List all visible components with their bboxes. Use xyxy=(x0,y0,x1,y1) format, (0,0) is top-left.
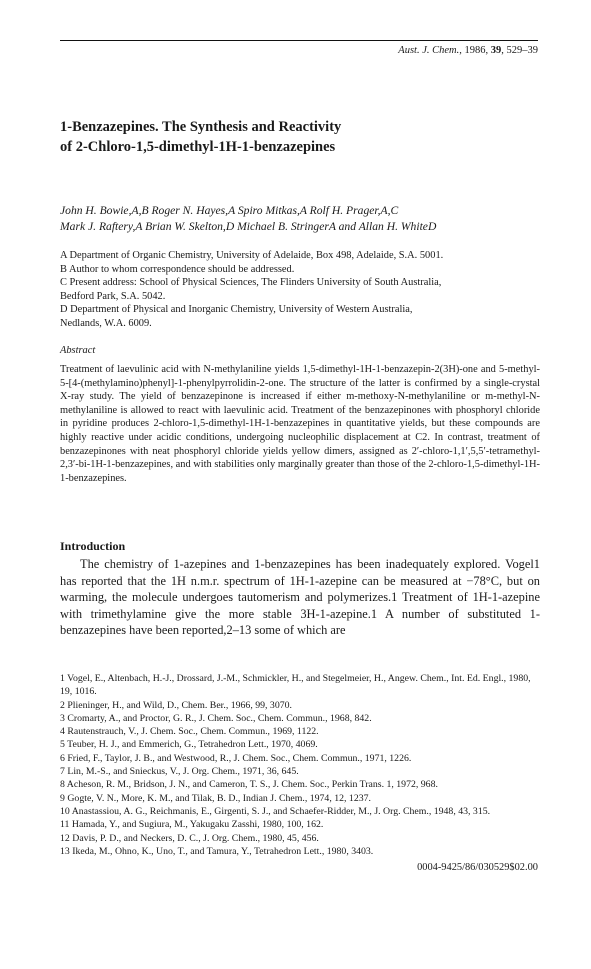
abstract-heading: Abstract xyxy=(60,345,96,356)
journal-name: Aust. J. Chem. xyxy=(398,45,460,56)
author-list xyxy=(60,203,538,235)
affiliation-line: Bedford Park, S.A. 5042. xyxy=(60,290,166,302)
journal-header: Aust. J. Chem., 1986, 39, 529–39 xyxy=(398,45,538,56)
reference-item: 9 Gogte, V. N., More, K. M., and Tilak, B. D., Indian J. Chem., 1974, 12, 1237. xyxy=(60,792,371,804)
reference-item: 5 Teuber, H. J., and Emmerich, G., Tetrahedron Lett., 1970, 4069. xyxy=(60,739,318,751)
introduction-text: The chemistry of 1-azepines and 1-benzazepines has been inadequately explored. Vogel1 has reported that the 1H n.m.r. spectrum of 1H-1-azepine can be measured at −78°C, but on warming, the molecule undergoes tautomerism and polymerizes.1 Treatment of 1H-1-azepine with trimethylamine give the more stable 3H-1-azepine.1 A number of substituted 1-benzazepines have been reported,2–13 some of which are xyxy=(60,557,540,638)
reference-item: 6 Fried, F., Taylor, J. B., and Westwood, R., J. Chem. Soc., Chem. Commun., 1971, 1226. xyxy=(60,752,412,764)
reference-item: 3 Cromarty, A., and Proctor, G. R., J. Chem. Soc., Chem. Commun., 1968, 842. xyxy=(60,712,372,724)
reference-item: 13 Ikeda, M., Ohno, K., Uno, T., and Tamura, Y., Tetrahedron Lett., 1980, 3403. xyxy=(60,845,374,857)
reference-item: 8 Acheson, R. M., Bridson, J. N., and Cameron, T. S., J. Chem. Soc., Perkin Trans. 1, 1972, 968. xyxy=(60,779,438,791)
authors-line-1: John H. Bowie,A,B Roger N. Hayes,A Spiro Mitkas,A Rolf H. Prager,A,C xyxy=(60,204,399,217)
footer-code: 0004-9425/86/030529$02.00 xyxy=(417,862,538,873)
reference-item: 12 Davis, P. D., and Neckers, D. C., J. Org. Chem., 1980, 45, 456. xyxy=(60,832,319,844)
affiliation-line: Nedlands, W.A. 6009. xyxy=(60,317,152,329)
journal-volume: 39 xyxy=(490,45,502,56)
reference-item: 2 Plieninger, H., and Wild, D., Chem. Ber., 1966, 99, 3070. xyxy=(60,699,292,711)
reference-item: 1 Vogel, E., Altenbach, H.-J., Drossard, J.-M., Schmickler, H., and Stegelmeier, H., Angew. Chem., Int. Ed. Engl., 1980, 19, 1016. xyxy=(60,673,531,698)
journal-pages: 529–39 xyxy=(506,45,538,56)
reference-item: 4 Rautenstrauch, V., J. Chem. Soc., Chem. Commun., 1969, 1122. xyxy=(60,726,319,738)
authors-line-2: Mark J. Raftery,A Brian W. Skelton,D Michael B. StringerA and Allan H. WhiteD xyxy=(60,220,437,233)
references xyxy=(60,672,540,858)
paper-title xyxy=(60,117,538,157)
abstract-body xyxy=(60,363,540,485)
affiliation-line: B Author to whom correspondence should be addressed. xyxy=(60,263,295,275)
introduction-body xyxy=(60,556,540,639)
title-line-2: of 2-Chloro-1,5-dimethyl-1H-1-benzazepines xyxy=(60,139,336,155)
reference-item: 10 Anastassiou, A. G., Reichmanis, E., Girgenti, S. J., and Schaefer-Ridder, M., J. Org. Chem., 1948, 43, 315. xyxy=(60,805,491,817)
reference-item: 7 Lin, M.-S., and Snieckus, V., J. Org. Chem., 1971, 36, 645. xyxy=(60,766,299,778)
journal-year: 1986 xyxy=(464,45,486,56)
title-line-1: 1-Benzazepines. The Synthesis and Reactivity xyxy=(60,119,342,135)
affiliation-line: D Department of Physical and Inorganic Chemistry, University of Western Australia, xyxy=(60,304,413,316)
affiliation-line: A Department of Organic Chemistry, University of Adelaide, Box 498, Adelaide, S.A. 5001. xyxy=(60,250,444,261)
abstract-text: Treatment of laevulinic acid with N-methylaniline yields 1,5-dimethyl-1H-1-benzazepin-2(3H)-one and 5-methyl-5-[4-(methylamino)phenyl]-1-phenylpyrrolidin-2-one. The structure of the latter is confirmed by a single-crystal X-ray study. The yield of benzazepinone is increased if either m-methoxy-N-methylaniline or m-methyl-N-methylaniline is allowed to react with laevulinic acid. Treatment of the benzazepinones with phosphoryl chloride in pyridine produces 2-chloro-1,5-dimethyl-1H-1-benzazepines in quantitative yields, but these compounds are highly reactive under acidic conditions, undergoing nucleophilic displacement at C2. In contrast, treatment of benzazepinones with neat phosphoryl chloride yields yellow dimers, assigned as 2′-chloro-1,1′,5,5′-tetramethyl-2,3′-bi-1H-1-benzazepines, and with stabilities only marginally greater than those of the 2-chloro-1,5-dimethyl-1H-1-benzazepines. xyxy=(60,364,540,484)
header-rule xyxy=(60,40,538,41)
reference-item: 11 Hamada, Y., and Sugiura, M., Yakugaku Zasshi, 1980, 100, 162. xyxy=(60,819,324,831)
affiliation-line: C Present address: School of Physical Sciences, The Flinders University of South Australia, xyxy=(60,277,442,289)
affiliations xyxy=(60,249,538,331)
introduction-heading: Introduction xyxy=(60,539,126,553)
